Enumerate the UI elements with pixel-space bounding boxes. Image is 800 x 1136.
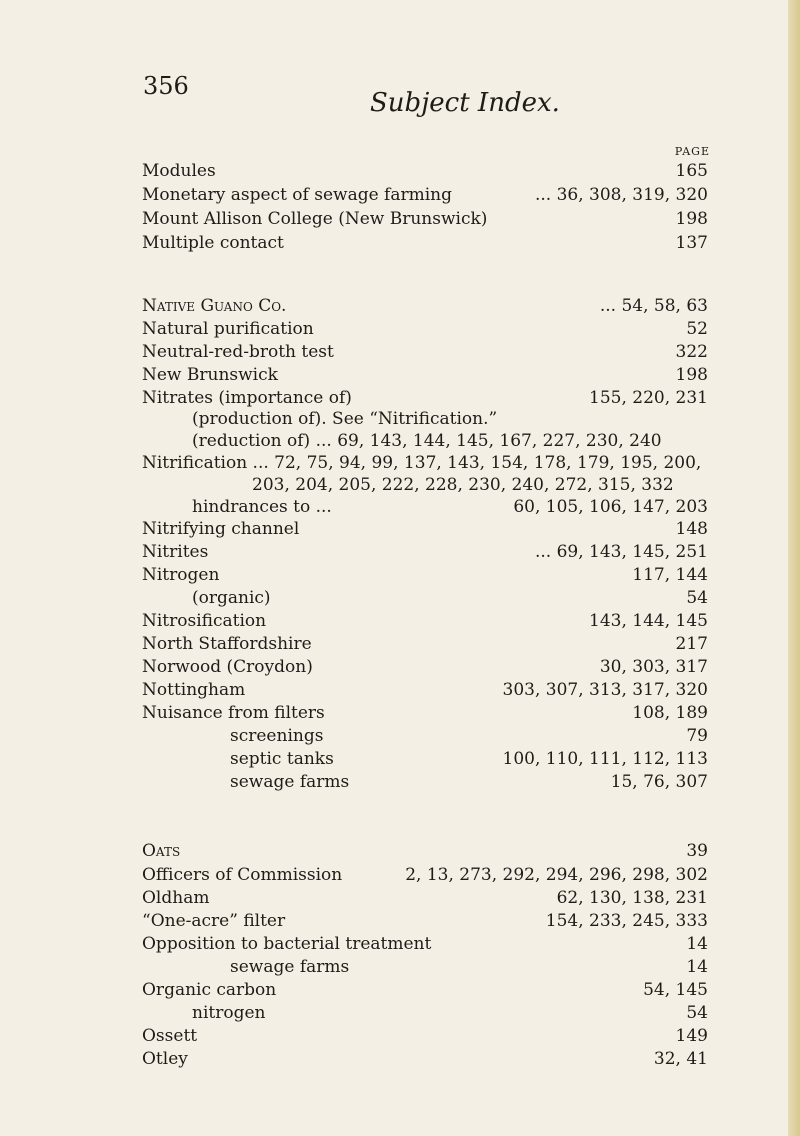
entry-label: Officers of Commission — [142, 865, 343, 885]
index-entry — [0, 208, 800, 230]
entry-pages: 54, 145 — [643, 980, 708, 1000]
index-entry — [0, 160, 800, 182]
entry-pages: ... 36, 308, 319, 320 — [534, 185, 708, 205]
index-entry — [0, 656, 800, 678]
entry-label: hindrances to ... — [192, 497, 332, 517]
entry-pages: 60, 105, 106, 147, 203 — [513, 497, 708, 517]
index-entry — [0, 771, 800, 793]
index-entry — [0, 910, 800, 932]
index-entry — [0, 725, 800, 747]
entry-pages: 155, 220, 231 — [589, 388, 708, 408]
entry-label: “One-acre” filter — [142, 911, 286, 931]
entry-pages: 198 — [675, 365, 708, 385]
index-entry — [0, 232, 800, 254]
entry-pages: 322 — [675, 342, 708, 362]
entry-pages: 143, 144, 145 — [589, 611, 708, 631]
index-entry — [0, 633, 800, 655]
entry-label: (reduction of) ... 69, 143, 144, 145, 167, 227, 230, 240 — [192, 431, 662, 451]
index-entry — [0, 610, 800, 632]
page-edge — [788, 0, 800, 1136]
entry-label: nitrogen — [192, 1003, 266, 1023]
entry-pages: 30, 303, 317 — [599, 657, 708, 677]
index-entry — [0, 430, 800, 452]
entry-label: 203, 204, 205, 222, 228, 230, 240, 272, 315, 332 — [252, 475, 674, 495]
index-entry — [0, 1002, 800, 1024]
entry-label: Natural purification — [142, 319, 314, 339]
entry-pages: 2, 13, 273, 292, 294, 296, 298, 302 — [405, 865, 708, 885]
entry-pages: 14 — [686, 934, 708, 954]
entry-label: Opposition to bacterial treatment — [142, 934, 432, 954]
entry-pages: 154, 233, 245, 333 — [545, 911, 708, 931]
index-entry — [0, 541, 800, 563]
entry-label: Monetary aspect of sewage farming — [142, 185, 453, 205]
index-entry — [0, 408, 800, 430]
entry-label: Native Guano Co. — [142, 296, 287, 316]
entry-label: Nitrates (importance of) — [142, 388, 352, 408]
index-entry — [0, 1025, 800, 1047]
index-entry — [0, 364, 800, 386]
index-entry — [0, 702, 800, 724]
entry-pages: 149 — [675, 1026, 708, 1046]
entry-pages: 165 — [675, 161, 708, 181]
entry-label: Otley — [142, 1049, 188, 1069]
entry-label: screenings — [230, 726, 324, 746]
index-entry — [0, 452, 800, 474]
entry-pages: 54 — [686, 1003, 708, 1023]
entry-pages: 62, 130, 138, 231 — [556, 888, 708, 908]
index-entry — [0, 184, 800, 206]
entry-label: Nitrification ... 72, 75, 94, 99, 137, 143, 154, 178, 179, 195, 200, — [142, 453, 702, 473]
index-entry — [0, 748, 800, 770]
entry-label: Nitrogen — [142, 565, 220, 585]
entry-label: North Staffordshire — [142, 634, 312, 654]
entry-pages: ... 54, 58, 63 — [599, 296, 708, 316]
entry-label: Nitrifying channel — [142, 519, 300, 539]
entry-label: Modules — [142, 161, 216, 181]
entry-label: Nitrites — [142, 542, 209, 562]
entry-pages: 198 — [675, 209, 708, 229]
entry-pages: 148 — [675, 519, 708, 539]
entry-label: sewage farms — [230, 772, 350, 792]
index-entry — [0, 496, 800, 518]
index-entry — [0, 587, 800, 609]
index-entry — [0, 474, 800, 496]
entry-pages: 32, 41 — [653, 1049, 708, 1069]
index-entry — [0, 864, 800, 886]
index-entry — [0, 887, 800, 909]
entry-pages: 117, 144 — [632, 565, 708, 585]
entry-label: septic tanks — [230, 749, 334, 769]
entry-label: Oats — [142, 841, 181, 861]
entry-pages: 15, 76, 307 — [610, 772, 708, 792]
entry-label: Ossett — [142, 1026, 198, 1046]
entry-label: Organic carbon — [142, 980, 277, 1000]
entry-label: Oldham — [142, 888, 210, 908]
entry-label: sewage farms — [230, 957, 350, 977]
entry-label: Nottingham — [142, 680, 246, 700]
entry-pages: 39 — [686, 841, 708, 861]
index-entry — [0, 1048, 800, 1070]
index-entry — [0, 387, 800, 409]
index-entry — [0, 341, 800, 363]
entry-pages: 100, 110, 111, 112, 113 — [502, 749, 708, 769]
index-entry — [0, 956, 800, 978]
entry-pages: ... 69, 143, 145, 251 — [534, 542, 708, 562]
index-entry — [0, 518, 800, 540]
entry-label: (production of). See “Nitrification.” — [192, 409, 498, 429]
entry-label: Nuisance from filters — [142, 703, 325, 723]
entry-pages: 217 — [675, 634, 708, 654]
entry-label: Neutral-red-broth test — [142, 342, 334, 362]
entry-pages: 79 — [686, 726, 708, 746]
entry-pages: 108, 189 — [632, 703, 708, 723]
entry-label: Nitrosification — [142, 611, 267, 631]
running-head: Subject Index. — [370, 88, 560, 118]
entry-label: Mount Allison College (New Brunswick) — [142, 209, 488, 229]
entry-label: New Brunswick — [142, 365, 278, 385]
entry-label: Multiple contact — [142, 233, 284, 253]
index-entry — [0, 679, 800, 701]
index-entry — [0, 318, 800, 340]
page-column-label: PAGE — [674, 145, 710, 158]
index-entry — [0, 933, 800, 955]
entry-label: Norwood (Croydon) — [142, 657, 313, 677]
index-entry — [0, 564, 800, 586]
entry-pages: 52 — [686, 319, 708, 339]
entry-pages: 303, 307, 313, 317, 320 — [502, 680, 708, 700]
entry-pages: 137 — [675, 233, 708, 253]
entry-pages: 54 — [686, 588, 708, 608]
index-entry — [0, 979, 800, 1001]
index-entry — [0, 295, 800, 317]
entry-label: (organic) — [192, 588, 271, 608]
entry-pages: 14 — [686, 957, 708, 977]
page-number: 356 — [143, 72, 189, 100]
index-entry — [0, 840, 800, 862]
